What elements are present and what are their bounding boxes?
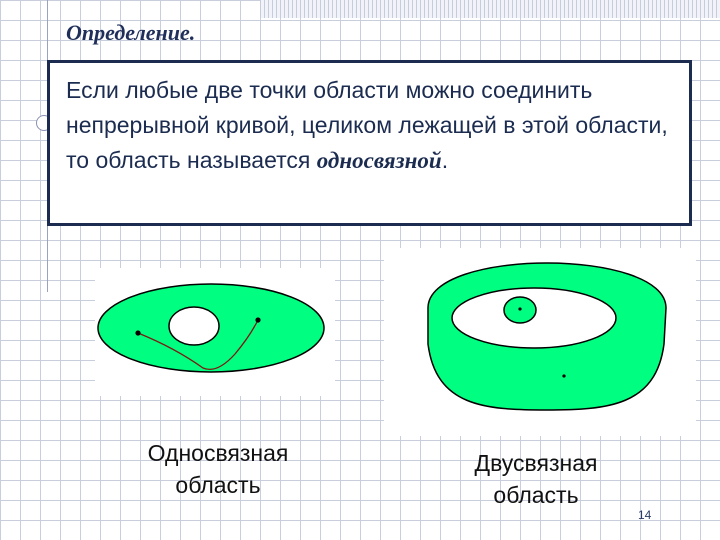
caption-left-line2: область — [175, 472, 261, 498]
caption-left-line1: Односвязная — [147, 440, 289, 466]
hole-ellipse — [452, 288, 616, 348]
definition-term: односвязной — [316, 148, 442, 173]
doubly-connected-figure — [384, 248, 696, 436]
definition-text-end: . — [441, 147, 449, 173]
simply-connected-figure — [95, 268, 335, 396]
island-point — [518, 307, 521, 310]
point-b — [255, 317, 260, 322]
top-decorative-band — [260, 0, 720, 18]
region-point — [562, 374, 565, 377]
caption-right-line2: область — [493, 482, 579, 508]
simply-connected-caption — [108, 437, 328, 501]
hole-ellipse — [169, 307, 219, 345]
doubly-connected-caption — [426, 447, 646, 511]
definition-text-main: Если любые две точки области можно соединить непрерывной кривой, целиком лежащей в этой области, то область называется — [66, 77, 668, 173]
definition-box — [47, 60, 692, 226]
simply-connected-diagram — [95, 268, 335, 396]
page-number: 14 — [638, 508, 652, 522]
definition-text — [66, 73, 673, 178]
caption-right-line1: Двусвязная — [474, 450, 598, 476]
definition-heading: Определение. — [66, 20, 196, 45]
doubly-connected-diagram — [384, 248, 696, 436]
point-a — [135, 330, 140, 335]
